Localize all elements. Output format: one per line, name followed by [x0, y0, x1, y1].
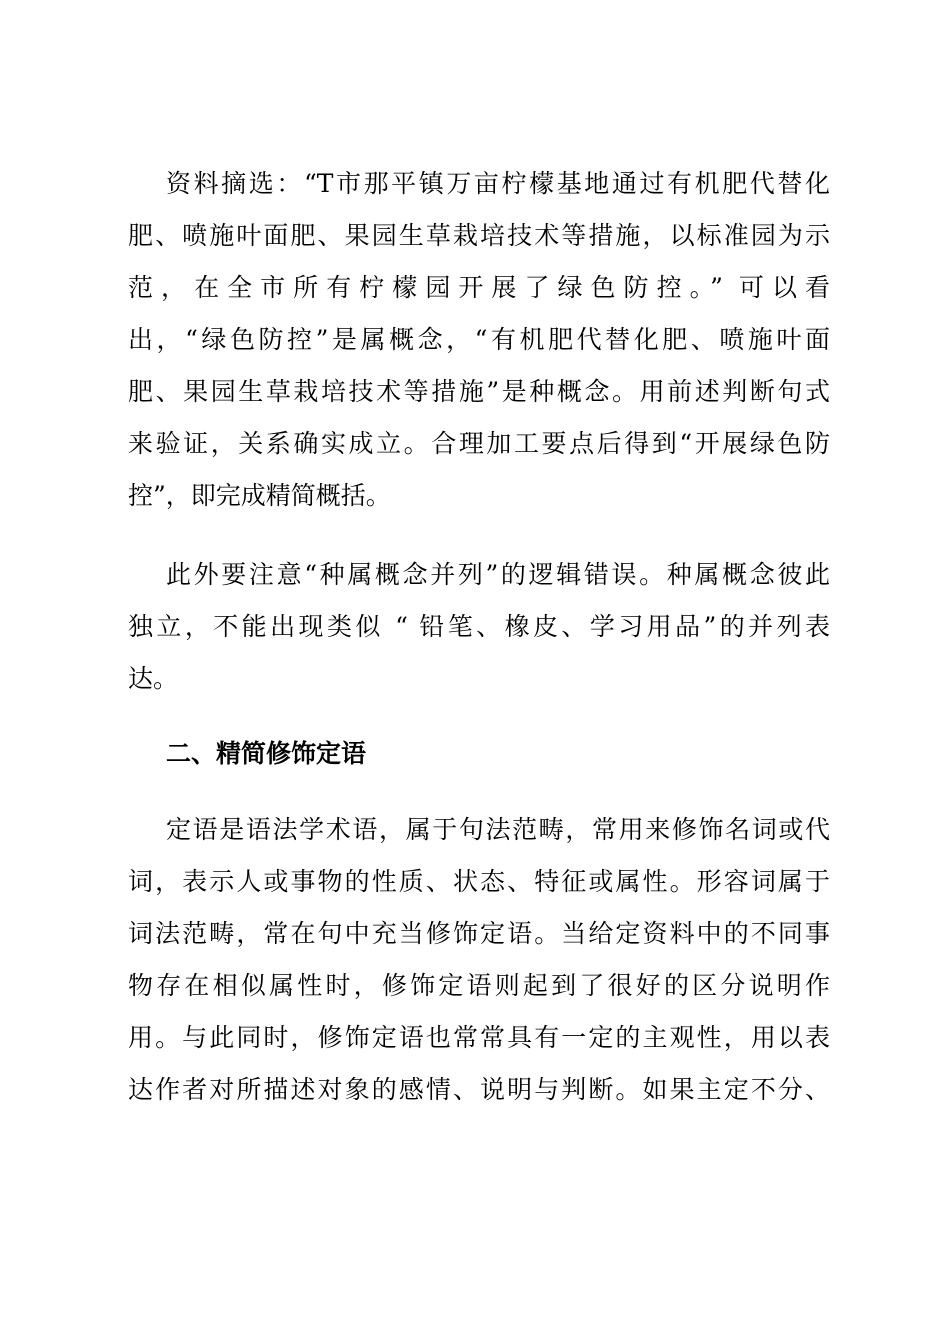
paragraph-1-line-1: 资料摘选：“T市那平镇万亩柠檬基地通过有机肥代替化: [166, 169, 830, 198]
paragraph-2-line-2: 独立，不能出现类似 “ 铅笔、橡皮、学习用品”的并列表: [128, 612, 830, 641]
paragraph-1-line-4: 出，“绿色防控”是属概念，“有机肥代替化肥、喷施叶面: [128, 325, 830, 354]
paragraph-2-line-3: 达。: [128, 664, 179, 693]
paragraph-2-line-1: 此外要注意“种属概念并列”的逻辑错误。种属概念彼此: [166, 560, 830, 589]
paragraph-3-line-2: 词，表示人或事物的性质、状态、特征或属性。形容词属于: [128, 867, 830, 896]
paragraph-3-line-4: 物存在相似属性时，修饰定语则起到了很好的区分说明作: [128, 971, 830, 1000]
paragraph-3-line-1: 定语是语法学术语，属于句法范畴，常用来修饰名词或代: [166, 815, 830, 844]
paragraph-3-line-6: 达作者对所描述对象的感情、说明与判断。如果主定不分、: [128, 1075, 830, 1104]
paragraph-1-line-3: 范，在全市所有柠檬园开展了绿色防控。” 可以看: [128, 273, 830, 302]
paragraph-1-line-5: 肥、果园生草栽培技术等措施”是种概念。用前述判断句式: [128, 377, 830, 406]
paragraph-3-line-5: 用。与此同时，修饰定语也常常具有一定的主观性，用以表: [128, 1023, 830, 1052]
paragraph-1-line-6: 来验证，关系确实成立。合理加工要点后得到“开展绿色防: [128, 429, 830, 458]
paragraph-3-line-3: 词法范畴，常在句中充当修饰定语。当给定资料中的不同事: [128, 919, 830, 948]
paragraph-1-line-7: 控”，即完成精简概括。: [128, 481, 391, 510]
paragraph-1-line-2: 肥、喷施叶面肥、果园生草栽培技术等措施，以标准园为示: [128, 221, 830, 250]
section-heading: 二、精简修饰定语: [166, 739, 367, 768]
